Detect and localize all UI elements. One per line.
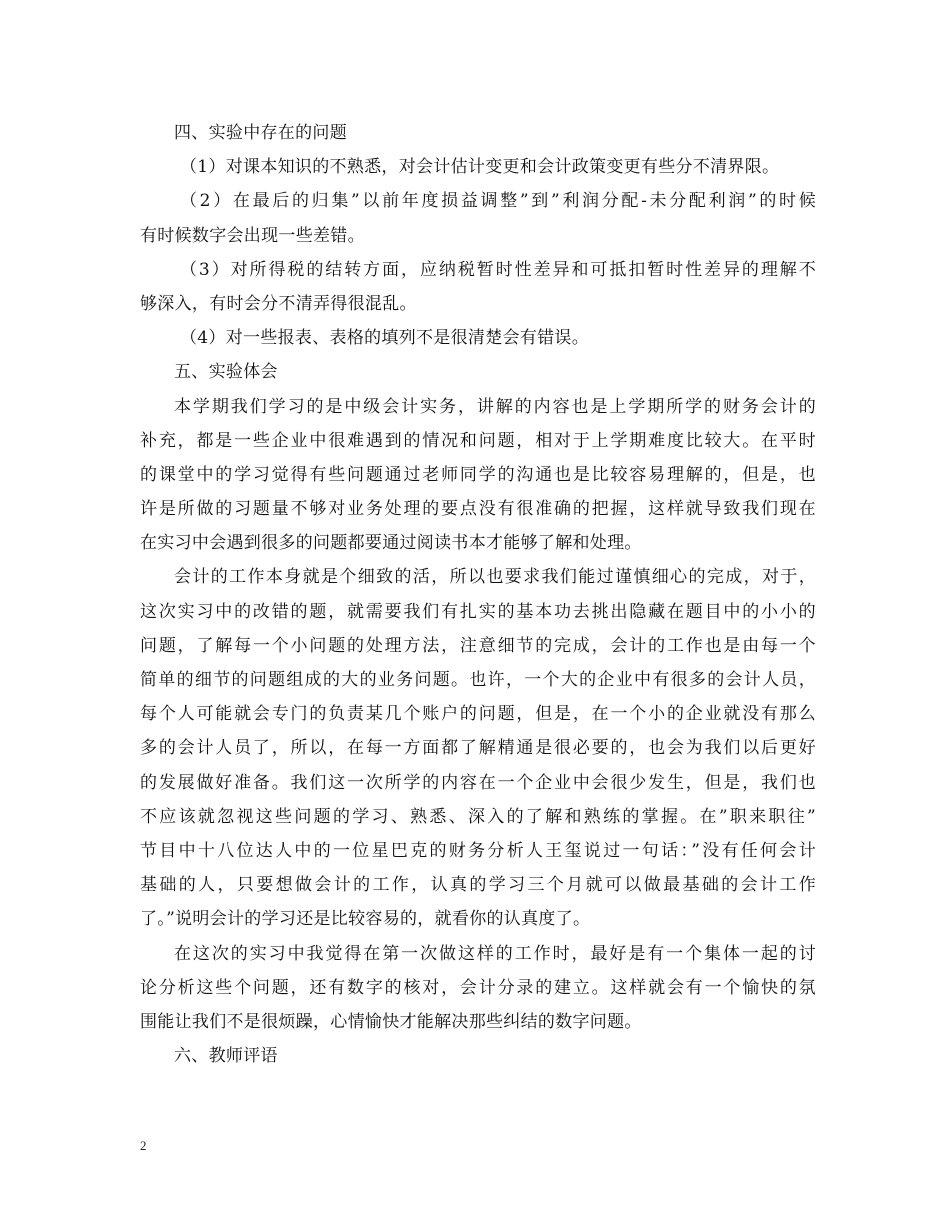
paragraph-line: 许是所做的习题量不够对业务处理的要点没有很准确的把握，这样就导致我们现在	[140, 499, 816, 520]
list-item: （4）对一些报表、表格的填列不是很清楚会有错误。	[180, 328, 590, 349]
paragraph-line: 补充，都是一些企业中很难遇到的情况和问题，相对于上学期难度比较大。在平时	[140, 430, 816, 451]
paragraph-line: 围能让我们不是很烦躁，心情愉快才能解决那些纠结的数字问题。	[140, 1011, 642, 1032]
paragraph-line: 基础的人，只要想做会计的工作，认真的学习三个月就可以做最基础的会计工作	[140, 875, 816, 896]
paragraph-line: 本学期我们学习的是中级会计实务，讲解的内容也是上学期所学的财务会计的	[174, 396, 816, 417]
section-heading: 四、实验中存在的问题	[174, 123, 347, 143]
paragraph-line: 这次实习中的改错的题，就需要我们有扎实的基本功去挑出隐藏在题目中的小小的	[140, 601, 816, 622]
paragraph-line: 了。”说明会计的学习还是比较容易的，就看你的认真度了。	[140, 909, 591, 930]
paragraph-line: 问题，了解每一个小问题的处理方法，注意细节的完成，会计的工作也是由每一个	[140, 635, 816, 656]
paragraph-line: 有时候数字会出现一些差错。	[140, 225, 365, 246]
section-heading: 六、教师评语	[174, 1046, 278, 1067]
paragraph-line: 会计的工作本身就是个细致的活，所以也要求我们能过谨慎细心的完成，对于，	[174, 567, 816, 588]
paragraph-line: 每个人可能就会专门的负责某几个账户的问题，但是，在一个小的企业就没有那么	[140, 704, 816, 725]
page-number: 2	[140, 1138, 147, 1153]
section-heading: 五、实验体会	[174, 362, 278, 383]
paragraph-line: 的课堂中的学习觉得有些问题通过老师同学的沟通也是比较容易理解的，但是，也	[140, 464, 816, 485]
paragraph-line: 多的会计人员了，所以，在每一方面都了解精通是很必要的，也会为我们以后更好	[140, 738, 816, 759]
paragraph-line: 简单的细节的问题组成的大的业务问题。也许，一个大的企业中有很多的会计人员，	[140, 670, 816, 690]
paragraph-line: 的发展做好准备。我们这一次所学的内容在一个企业中会很少发生，但是，我们也	[140, 772, 816, 793]
paragraph-line: 在这次的实习中我觉得在第一次做这样的工作时，最好是有一个集体一起的讨	[174, 943, 816, 964]
paragraph-line: 论分析这些个问题，还有数字的核对，会计分录的建立。这样就会有一个愉快的氛	[140, 977, 816, 998]
list-item: （2）在最后的归集”以前年度损益调整”到”利润分配-未分配利润”的时候	[180, 191, 816, 212]
paragraph-line: 在实习中会遇到很多的问题都要通过阅读书本才能够了解和处理。	[140, 533, 642, 554]
paragraph-line: 不应该就忽视这些问题的学习、熟悉、深入的了解和熟练的掌握。在”职来职往”	[140, 806, 816, 827]
paragraph-line: 节目中十八位达人中的一位星巴克的财务分析人王玺说过一句话：”没有任何会计	[140, 840, 816, 861]
list-item: （1）对课本知识的不熟悉，对会计估计变更和会计政策变更有些分不清界限。	[180, 157, 780, 178]
list-item: （3）对所得税的结转方面，应纳税暂时性差异和可抵扣暂时性差异的理解不	[180, 259, 816, 280]
paragraph-line: 够深入，有时会分不清弄得很混乱。	[140, 293, 417, 314]
document-body	[140, 116, 816, 1073]
